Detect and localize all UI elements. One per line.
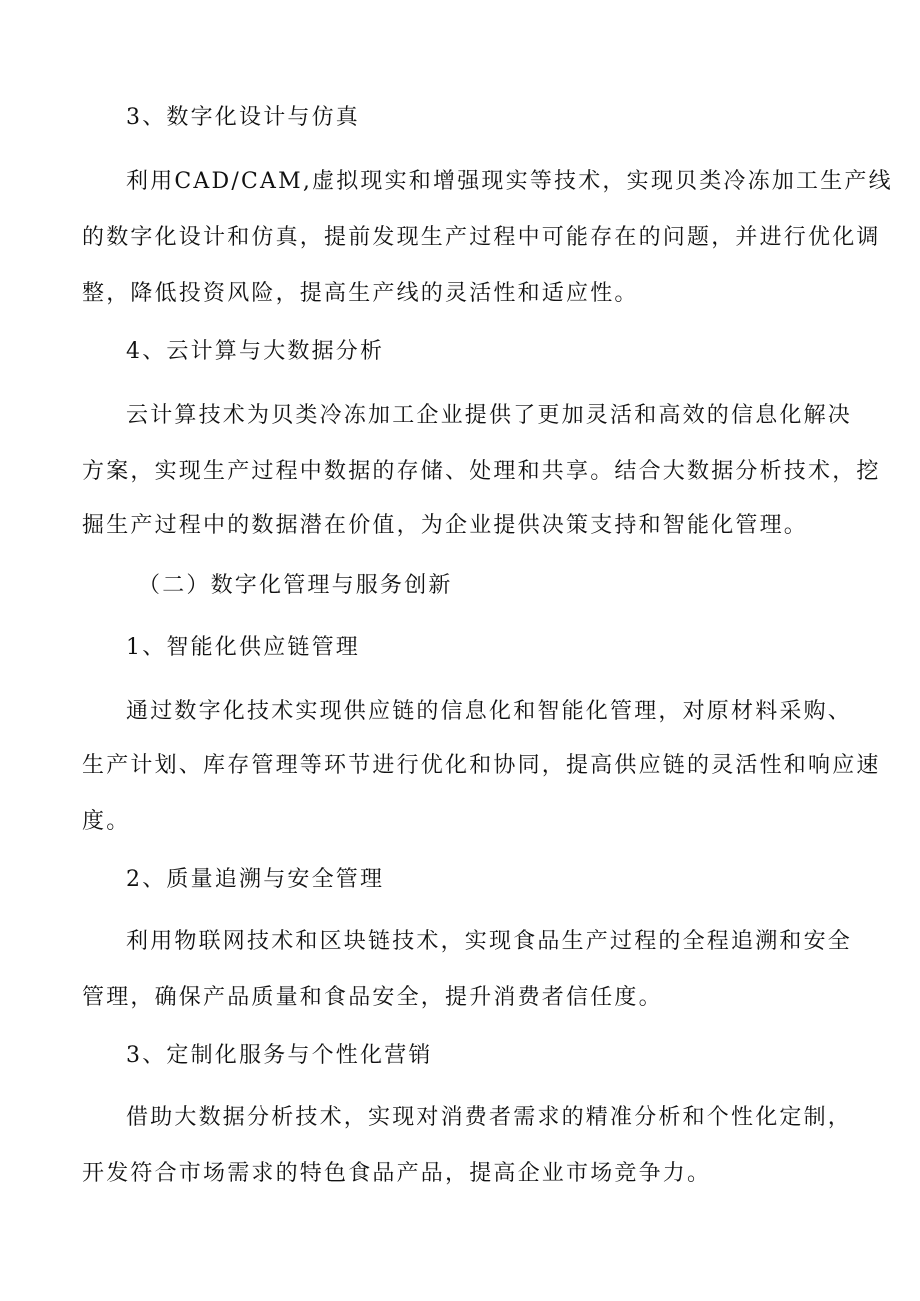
paragraph-line: 的数字化设计和仿真，提前发现生产过程中可能存在的问题，并进行优化调	[82, 225, 881, 250]
paragraph-line: 借助大数据分析技术，实现对消费者需求的精准分析和个性化定制，	[126, 1105, 853, 1130]
paragraph-line: 云计算技术为贝类冷冻加工企业提供了更加灵活和高效的信息化解决	[126, 403, 853, 428]
paragraph-line: 度。	[82, 809, 131, 834]
paragraph-line: 整，降低投资风险，提高生产线的灵活性和适应性。	[82, 281, 639, 306]
section-heading: 1、智能化供应链管理	[126, 635, 360, 660]
paragraph-line: 方案，实现生产过程中数据的存储、处理和共享。结合大数据分析技术，挖	[82, 459, 881, 484]
paragraph-line: 开发符合市场需求的特色食品产品，提高企业市场竞争力。	[82, 1161, 712, 1186]
paragraph-line: 管理，确保产品质量和食品安全，提升消费者信任度。	[82, 985, 663, 1010]
section-heading: 4、云计算与大数据分析	[126, 339, 385, 364]
section-heading: 3、数字化设计与仿真	[126, 105, 360, 130]
section-heading: 2、质量追溯与安全管理	[126, 867, 385, 892]
paragraph-line: 通过数字化技术实现供应链的信息化和智能化管理，对原材料采购、	[126, 699, 853, 724]
paragraph-line: 掘生产过程中的数据潜在价值，为企业提供决策支持和智能化管理。	[82, 513, 809, 538]
paragraph-line: 生产计划、库存管理等环节进行优化和协同，提高供应链的灵活性和响应速	[82, 753, 881, 778]
section-heading: 3、定制化服务与个性化营销	[126, 1043, 433, 1068]
paragraph-line: 利用CAD/CAM,虚拟现实和增强现实等技术，实现贝类冷冻加工生产线	[126, 169, 893, 194]
paragraph-line: 利用物联网技术和区块链技术，实现食品生产过程的全程追溯和安全	[126, 929, 853, 954]
chapter-heading: （二）数字化管理与服务创新	[138, 573, 453, 598]
